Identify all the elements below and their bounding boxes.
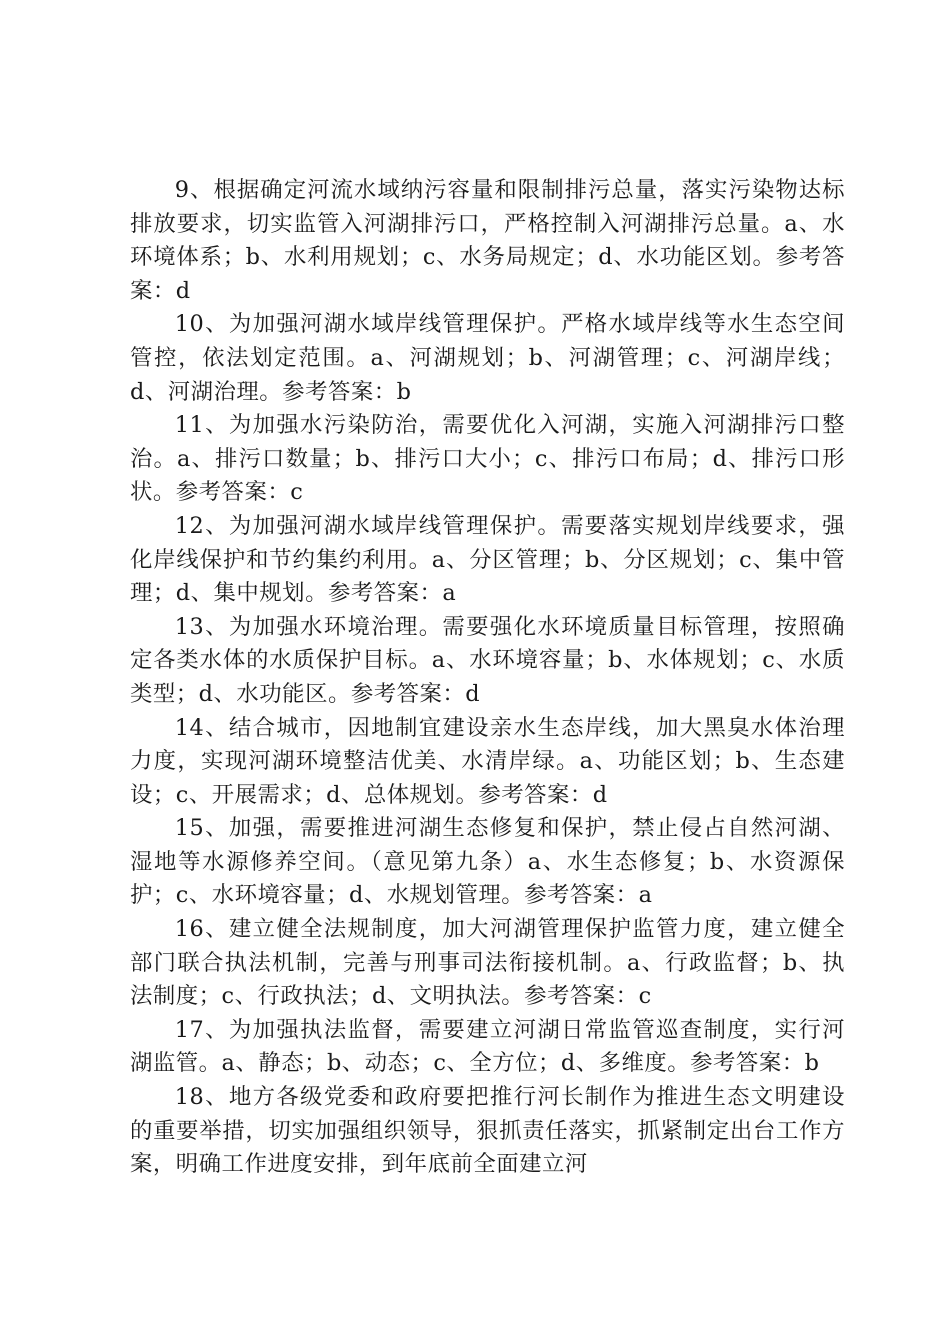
question-10: 10、为加强河湖水域岸线管理保护。严格水域岸线等水生态空间管控，依法划定范围。a、河湖规划；b、河湖管理；c、河湖岸线；d、河湖治理。参考答案：b xyxy=(130,311,845,405)
question-9: 9、根据确定河流水域纳污容量和限制排污总量，落实污染物达标排放要求，切实监管入河湖排污口，严格控制入河湖排污总量。a、水环境体系；b、水利用规划；c、水务局规定；d、水功能区划。参考答案：d xyxy=(130,177,845,304)
question-12: 12、为加强河湖水域岸线管理保护。需要落实规划岸线要求，强化岸线保护和节约集约利用。a、分区管理；b、分区规划；c、集中管理；d、集中规划。参考答案：a xyxy=(130,512,845,607)
question-11: 11、为加强水污染防治，需要优化入河湖，实施入河湖排污口整治。a、排污口数量；b、排污口大小；c、排污口布局；d、排污口形状。参考答案：c xyxy=(130,412,845,506)
question-15: 15、加强，需要推进河湖生态修复和保护，禁止侵占自然河湖、湿地等水源修养空间。（意见第九条）a、水生态修复；b、水资源保护；c、水环境容量；d、水规划管理。参考答案：a xyxy=(130,815,845,909)
question-18: 18、地方各级党委和政府要把推行河长制作为推进生态文明建设的重要举措，切实加强组织领导，狠抓责任落实，抓紧制定出台工作方案，明确工作进度安排，到年底前全面建立河 xyxy=(130,1084,845,1178)
question-14: 14、结合城市，因地制宜建设亲水生态岸线，加大黑臭水体治理力度，实现河湖环境整洁优美、水清岸绿。a、功能区划；b、生态建设；c、开展需求；d、总体规划。参考答案：d xyxy=(130,714,845,808)
question-16: 16、建立健全法规制度，加大河湖管理保护监管力度，建立健全部门联合执法机制，完善与刑事司法衔接机制。a、行政监督；b、执法制度；c、行政执法；d、文明执法。参考答案：c xyxy=(130,916,845,1010)
document-body xyxy=(130,174,845,1182)
question-17: 17、为加强执法监督，需要建立河湖日常监管巡查制度，实行河湖监管。a、静态；b、动态；c、全方位；d、多维度。参考答案：b xyxy=(130,1016,845,1077)
question-13: 13、为加强水环境治理。需要强化水环境质量目标管理，按照确定各类水体的水质保护目标。a、水环境容量；b、水体规划；c、水质类型；d、水功能区。参考答案：d xyxy=(130,613,845,707)
